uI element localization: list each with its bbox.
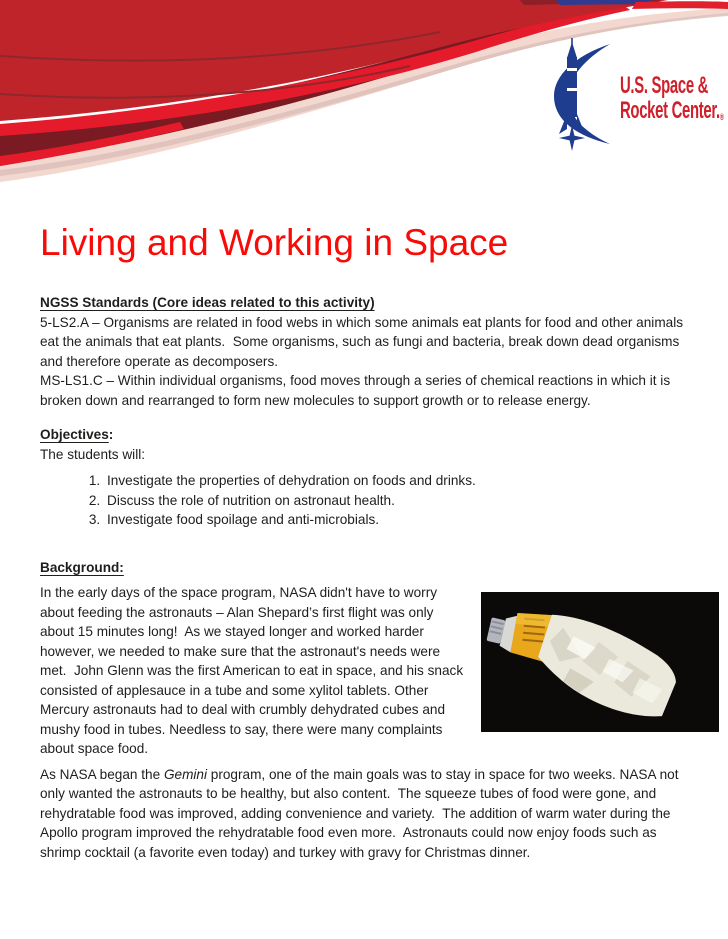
ngss-heading: NGSS Standards (Core ideas related to this activity) <box>40 295 375 310</box>
objective-item: 2. Discuss the role of nutrition on astronaut health. <box>104 491 688 511</box>
background-paragraph-1: In the early days of the space program, NASA didn't have to worry about feeding the astronauts – Alan Shepard’s first flight was only about 15 minutes long! As we stayed longer and worked harder however, we needed to make sure that the astronaut's needs were met. John Glenn was the first American to eat in space, and his snack consisted of applesauce in a tube and some xylitol tablets. Other Mercury astronauts had to deal with crumbly dehydrated cubes and mushy food in tubes. Needless to say, there were many complaints about space food. <box>40 585 467 756</box>
registered-mark-icon: ® <box>719 112 724 122</box>
ngss-paragraph-1: 5-LS2.A – Organisms are related in food webs in which some animals eat plants for food and other animals eat the animals that eat plants. Some organisms, such as fungi and bacteria, break down dead organisms and therefore operate as decomposers. <box>40 314 687 369</box>
background-paragraph-2: As NASA began the Gemini program, one of the main goals was to stay in space for two weeks. NASA not only wanted the astronauts to be healthy, but also content. The squeeze tubes of food were gone, and rehydratable food was improved, adding convenience and variety. The addition of warm water during the Apollo program improved the rehydratable food even more. Astronauts could now enjoy foods such as shrimp cocktail (a favorite even today) and turkey with gravy for Christmas dinner. <box>40 766 683 860</box>
background-heading: Background: <box>40 559 124 575</box>
page-title: Living and Working in Space <box>40 222 509 263</box>
objectives-heading: Objectives: <box>40 427 114 442</box>
objectives-intro: The students will: <box>40 446 146 462</box>
objectives-list <box>40 471 688 530</box>
food-tube-photo <box>481 592 719 732</box>
logo-line1: U.S. Space & <box>620 72 709 99</box>
objective-item: 1. Investigate the properties of dehydration on foods and drinks. <box>104 471 688 491</box>
ngss-paragraph-2: MS-LS1.C – Within individual organisms, food moves through a series of chemical reactions in which it is broken down and rearranged to form new molecules to support growth or to release energy. <box>40 373 674 408</box>
objectives-section <box>40 425 688 530</box>
objective-item: 3. Investigate food spoilage and anti-microbials. <box>104 510 688 530</box>
ngss-section <box>40 293 688 410</box>
logo-line2: Rocket Center.® <box>620 97 724 124</box>
